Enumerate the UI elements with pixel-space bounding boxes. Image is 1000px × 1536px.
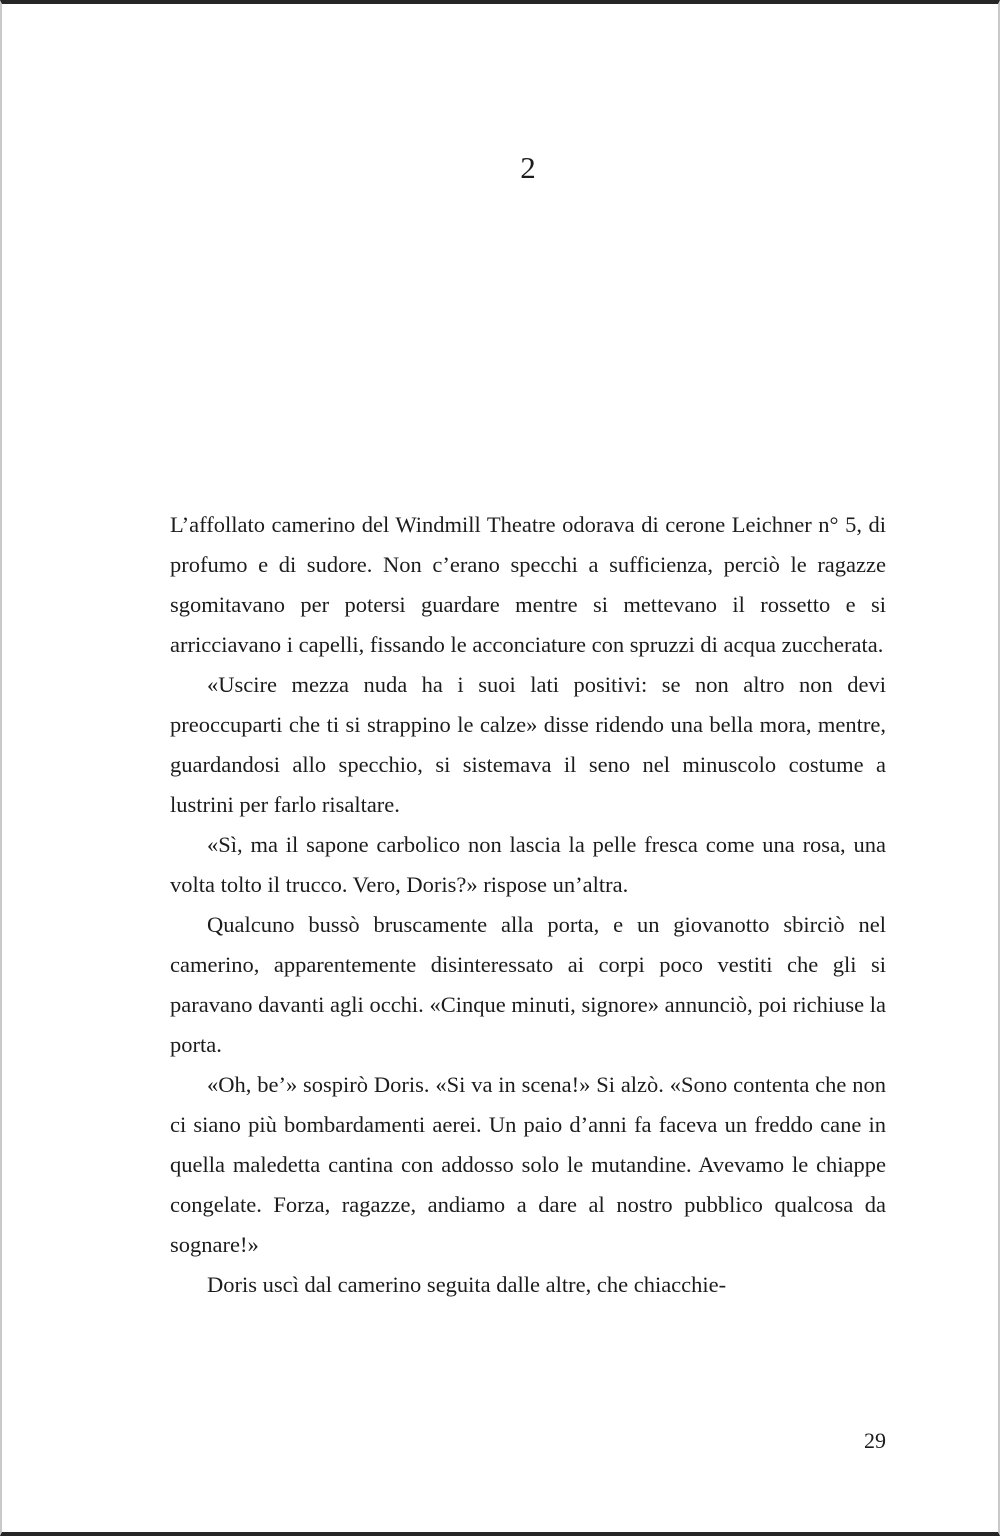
paragraph: «Oh, be’» sospirò Doris. «Si va in scena!» Si alzò. «Sono contenta che non ci siano più bombardamenti aerei. Un paio d’anni fa faceva un freddo cane in quella maledetta cantina con addosso solo le mutandine. Avevamo le chiappe congelate. Forza, ragazze, andiamo a dare al nostro pubblico qualcosa da sognare!» <box>170 1072 886 1257</box>
paragraph: «Uscire mezza nuda ha i suoi lati positivi: se non altro non devi preoccuparti che ti si strappino le calze» disse ridendo una bella mora, mentre, guardandosi allo specchio, si sistemava il seno nel minuscolo costume a lustrini per farlo risaltare. <box>170 672 886 817</box>
paragraph: L’affollato camerino del Windmill Theatre odorava di cerone Leichner n° 5, di profumo e di sudore. Non c’erano specchi a sufficienza, perciò le ragazze sgomitavano per potersi guardare mentre si mettevano il rossetto e si arricciavano i capelli, fissando le acconciature con spruzzi di acqua zuccherata. <box>170 512 886 657</box>
chapter-number: 2 <box>520 150 536 185</box>
paragraph: Qualcuno bussò bruscamente alla porta, e un giovanotto sbirciò nel camerino, apparentemente disinteressato ai corpi poco vestiti che gli si paravano davanti agli occhi. «Cinque minuti, signore» annunciò, poi richiuse la porta. <box>170 912 886 1057</box>
paragraph: «Sì, ma il sapone carbolico non lascia la pelle fresca come una rosa, una volta tolto il trucco. Vero, Doris?» rispose un’altra. <box>170 832 886 897</box>
body-text <box>170 505 886 1305</box>
page-number: 29 <box>864 1428 886 1453</box>
paragraph: Doris uscì dal camerino seguita dalle altre, che chiacchie- <box>207 1272 727 1297</box>
